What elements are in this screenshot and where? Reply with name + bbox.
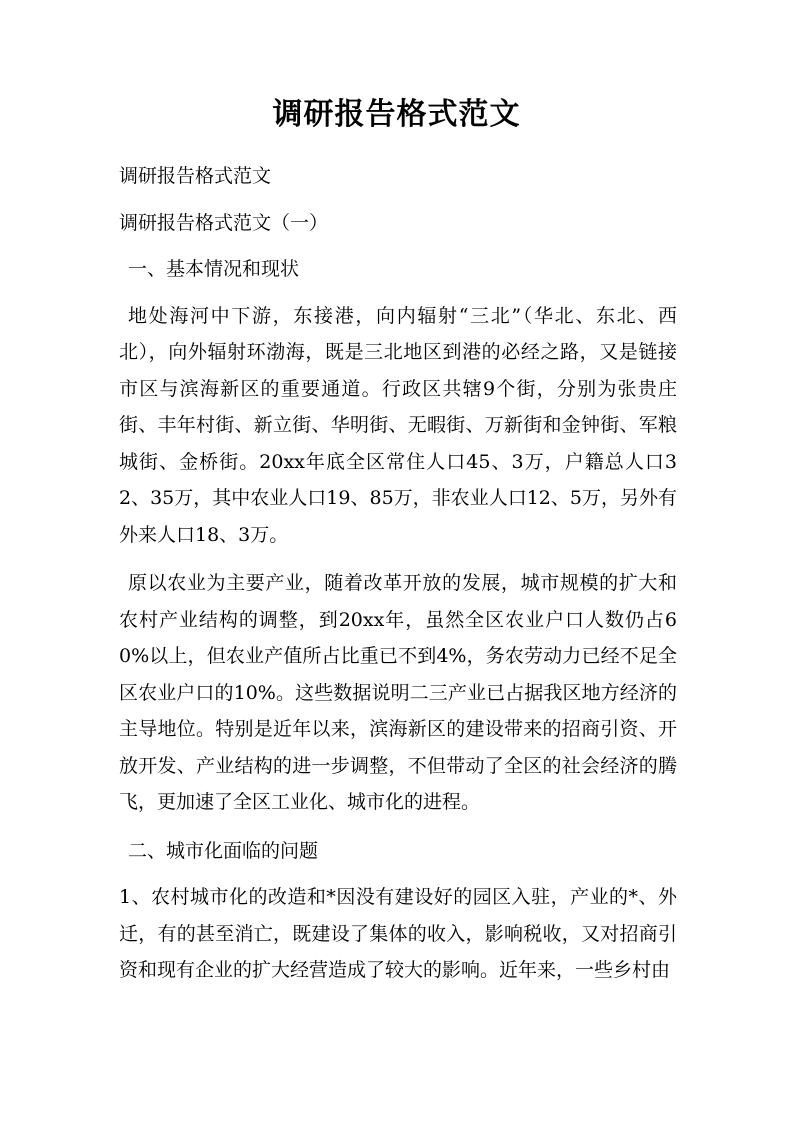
paragraph-industry: 原以农业为主要产业，随着改革开放的发展，城市规模的扩大和农村产业结构的调整，到20xx年，虽然全区农业户口人数仍占60%以上，但农业产值所占比重已不到4%，务农劳动力已经不足全区农业户口的10%。这些数据说明二三产业已占据我区地方经济的主导地位。特别是近年以来，滨海新区的建设带来的招商引资、开放开发、产业结构的进一步调整，不但带动了全区的社会经济的腾飞，更加速了全区工业化、城市化的进程。 [119,572,677,813]
document-body [119,158,677,1001]
heading-basic-situation: 一、基本情况和现状 [128,258,300,280]
paragraph-section-label: 调研报告格式范文（一） [119,211,329,234]
paragraph-location: 地处海河中下游，东接港，向内辐射“三北”（华北、东北、西北），向外辐射环渤海，既是三北地区到港的必经之路，又是链接市区与滨海新区的重要通道。行政区共辖9个街，分别为张贵庄街、丰年村街、新立街、华明街、无暇街、万新街和金钟街、军粮城街、金桥街。20xx年底全区常住人口45、3万，户籍总人口32、35万，其中农业人口19、85万，非农业人口12、5万，另外有外来人口18、3万。 [119,304,677,546]
paragraph-subtitle: 调研报告格式范文 [119,165,272,187]
paragraph-problem-1: 1、农村城市化的改造和*因没有建设好的园区入驻，产业的*、外迁，有的甚至消亡，既建设了集体的收入，影响税收，又对招商引资和现有企业的扩大经营造成了较大的影响。近年来，一些乡村由 [119,886,677,981]
document-title: 调研报告格式范文 [272,97,521,132]
heading-urbanization-problems: 二、城市化面临的问题 [128,839,319,862]
